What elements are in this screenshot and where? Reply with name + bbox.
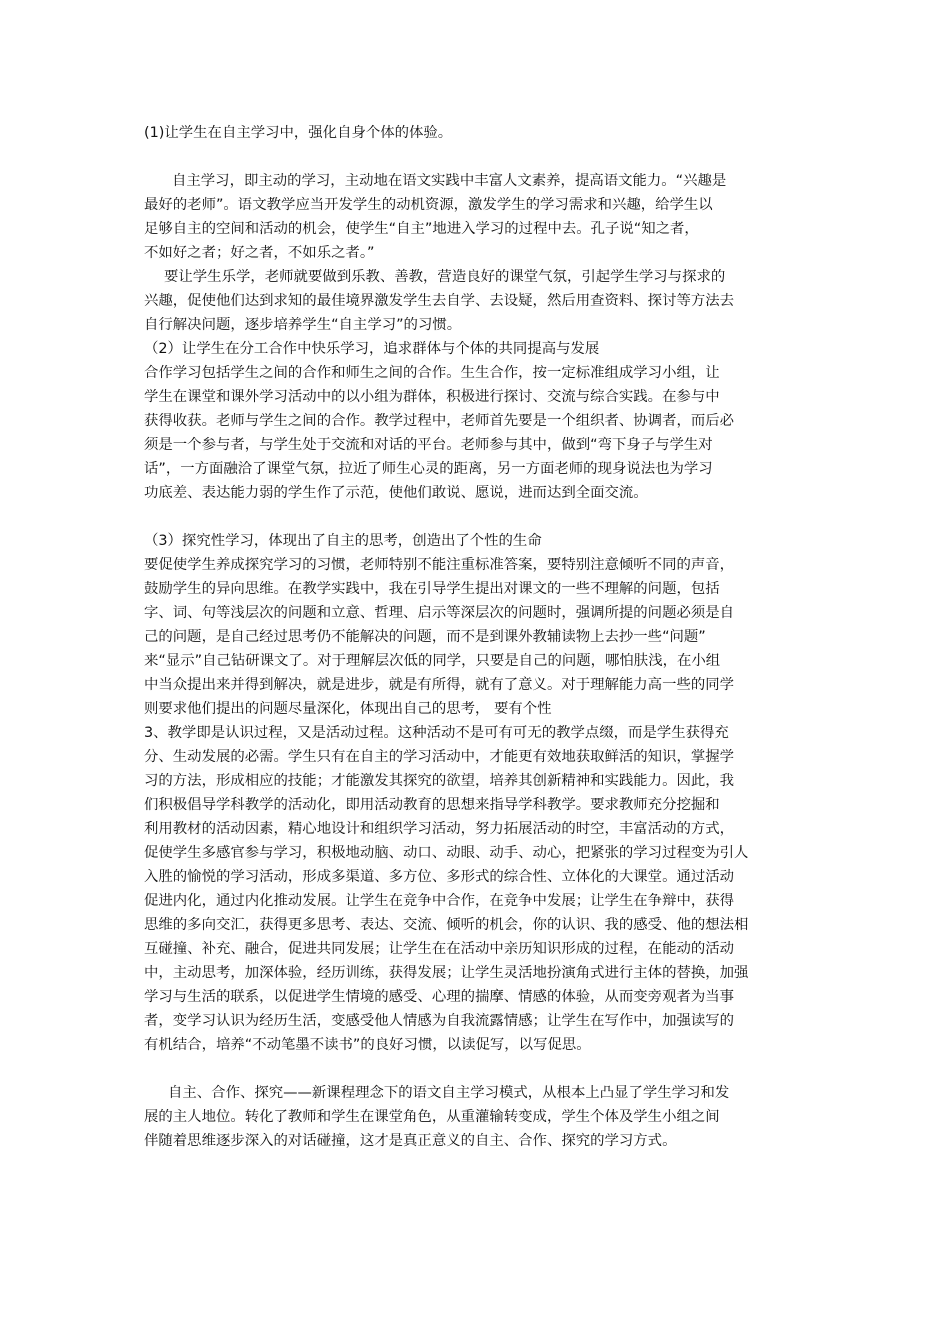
text-line: 自主、合作、探究——新课程理念下的语文自主学习模式，从根本上凸显了学生学习和发 xyxy=(168,1085,730,1101)
text-line: 足够自主的空间和活动的机会，使学生“自主”地进入学习的过程中去。孔子说“知之者， xyxy=(144,221,699,237)
blank-line xyxy=(144,505,816,529)
paragraph-inquiry xyxy=(144,553,816,721)
section-heading-3: （3）探究性学习，体现出了自主的思考，创造出了个性的生命 xyxy=(144,533,542,549)
text-line: 不如好之者；好之者，不如乐之者。” xyxy=(144,245,375,261)
paragraph-self-study xyxy=(144,169,816,265)
text-line: 利用教材的活动因素，精心地设计和组织学习活动，努力拓展活动的时空，丰富活动的方式， xyxy=(144,821,735,837)
document-body xyxy=(144,121,816,1153)
text-line: 自主学习，即主动的学习，主动地在语文实践中丰富人文素养，提高语文能力。“兴趣是 xyxy=(172,173,727,189)
text-line: 话”，一方面融洽了课堂气氛，拉近了师生心灵的距离，另一方面老师的现身说法也为学习 xyxy=(144,461,713,477)
text-line: 3、教学即是认识过程，又是活动过程。这种活动不是可有可无的教学点缀，而是学生获得充 xyxy=(144,725,729,741)
text-line: 互碰撞、补充、融合，促进共同发展；让学生在在活动中亲历知识形成的过程，在能动的活动 xyxy=(144,941,735,957)
paragraph-conclusion xyxy=(144,1081,816,1153)
paragraph-cooperation xyxy=(144,361,816,505)
text-line: 须是一个参与者，与学生处于交流和对话的平台。老师参与其中，做到“弯下身子与学生对 xyxy=(144,437,713,453)
text-line: 者，变学习认识为经历生活，变感受他人情感为自我流露情感；让学生在写作中，加强读写的 xyxy=(144,1013,735,1029)
text-line: 促使学生多感官参与学习，积极地动脑、动口、动眼、动手、动心，把紧张的学习过程变为引人 xyxy=(144,845,749,861)
text-line: 自行解决问题，逐步培养学生“自主学习”的习惯。 xyxy=(144,317,462,333)
paragraph-activity xyxy=(144,721,816,1057)
text-line: 则要求他们提出的问题尽量深化，体现出自己的思考， 要有个性 xyxy=(144,701,552,717)
text-line: 鼓励学生的异向思维。在教学实践中，我在引导学生提出对课文的一些不理解的问题，包括 xyxy=(144,581,720,597)
text-line: 分、生动发展的必需。学生只有在自主的学习活动中，才能更有效地获取鲜活的知识，掌握学 xyxy=(144,749,735,765)
text-line: 学习与生活的联系，以促进学生情境的感受、心理的揣摩、情感的体验，从而变旁观者为当事 xyxy=(144,989,735,1005)
text-line: 展的主人地位。转化了教师和学生在课堂角色，从重灌输转变成，学生个体及学生小组之间 xyxy=(144,1109,720,1125)
text-line: 兴趣，促使他们达到求知的最佳境界激发学生去自学、去设疑，然后用查资料、探讨等方法去 xyxy=(144,293,735,309)
text-line: 有机结合，培养“不动笔墨不读书”的良好习惯，以读促写，以写促思。 xyxy=(144,1037,591,1053)
text-line: 要促使学生养成探究学习的习惯，老师特别不能注重标准答案，要特别注意倾听不同的声音， xyxy=(144,557,735,573)
blank-line xyxy=(144,1057,816,1081)
text-line: 获得收获。老师与学生之间的合作。教学过程中，老师首先要是一个组织者、协调者，而后必 xyxy=(144,413,735,429)
text-line: 己的问题，是自己经过思考仍不能解决的问题，而不是到课外教辅读物上去抄一些“问题” xyxy=(144,629,706,645)
blank-line xyxy=(144,145,816,169)
paragraph-happy-learning xyxy=(144,265,816,337)
text-line: 学生在课堂和课外学习活动中的以小组为群体，积极进行探讨、交流与综合实践。在参与中 xyxy=(144,389,720,405)
text-line: 最好的老师”。语文教学应当开发学生的动机资源，激发学生的学习需求和兴趣，给学生以 xyxy=(144,197,713,213)
text-line: 入胜的愉悦的学习活动，形成多渠道、多方位、多形式的综合性、立体化的大课堂。通过活动 xyxy=(144,869,735,885)
text-line: 中，主动思考，加深体验，经历训练，获得发展；让学生灵活地扮演角式进行主体的替换，加强 xyxy=(144,965,749,981)
text-line: 来“显示”自己钻研课文了。对于理解层次低的同学，只要是自己的问题，哪怕肤浅，在小组 xyxy=(144,653,721,669)
section-heading-1: (1)让学生在自主学习中，强化自身个体的体验。 xyxy=(144,125,453,141)
text-line: 中当众提出来并得到解决，就是进步，就是有所得，就有了意义。对于理解能力高一些的同学 xyxy=(144,677,735,693)
text-line: 合作学习包括学生之间的合作和师生之间的合作。生生合作，按一定标准组成学习小组，让 xyxy=(144,365,720,381)
text-line: 字、词、句等浅层次的问题和立意、哲理、启示等深层次的问题时，强调所提的问题必须是自 xyxy=(144,605,735,621)
text-line: 思维的多向交汇，获得更多思考、表达、交流、倾听的机会，你的认识、我的感受、他的想法相 xyxy=(144,917,749,933)
text-line: 习的方法，形成相应的技能；才能激发其探究的欲望，培养其创新精神和实践能力。因此，我 xyxy=(144,773,735,789)
text-line: 功底差、表达能力弱的学生作了示范，使他们敢说、愿说，进而达到全面交流。 xyxy=(144,485,648,501)
text-line: 要让学生乐学，老师就要做到乐教、善教，营造良好的课堂气氛，引起学生学习与探求的 xyxy=(164,269,726,285)
text-line: 们积极倡导学科教学的活动化，即用活动教育的思想来指导学科教学。要求教师充分挖掘和 xyxy=(144,797,720,813)
text-line: 促进内化，通过内化推动发展。让学生在竞争中合作，在竞争中发展；让学生在争辩中，获得 xyxy=(144,893,735,909)
section-heading-2: （2）让学生在分工合作中快乐学习，追求群体与个体的共同提高与发展 xyxy=(144,341,600,357)
text-line: 伴随着思维逐步深入的对话碰撞，这才是真正意义的自主、合作、探究的学习方式。 xyxy=(144,1133,677,1149)
